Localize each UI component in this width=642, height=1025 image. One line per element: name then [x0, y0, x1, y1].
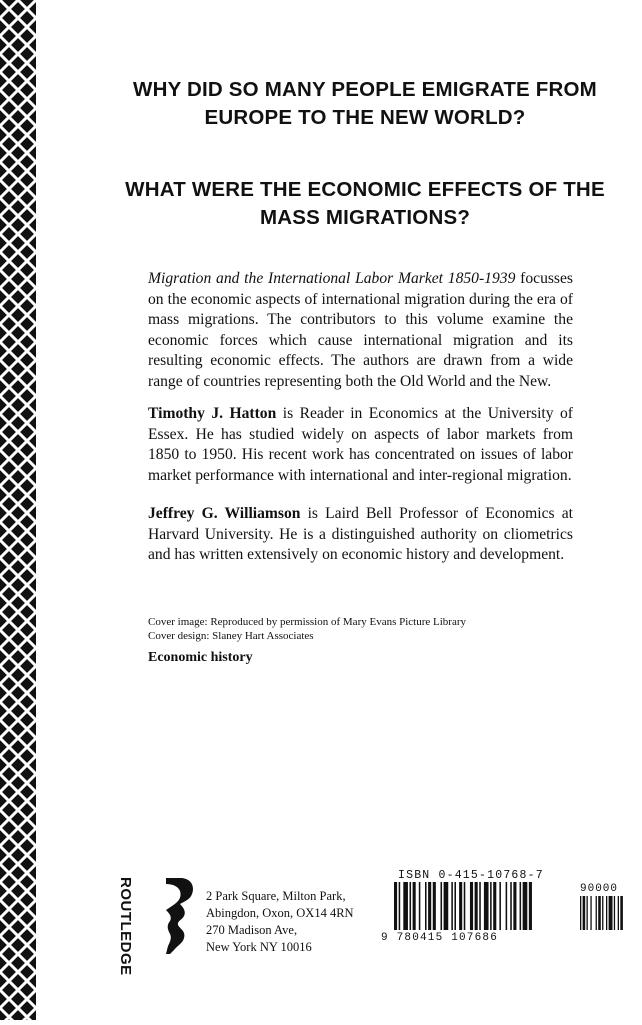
author-bio: is Reader in Economics at the University of Essex. He has studied widely on aspects of labor markets from 1850 to 1950. His recent work has concentrated on issues of labor market performance with international and inter-regional migration.: [148, 405, 573, 484]
isbn-label: ISBN 0-415-10768-7: [398, 869, 544, 882]
headline-question-1: WHY DID SO MANY PEOPLE EMIGRATE FROM EUROPE TO THE NEW WORLD?: [133, 78, 597, 129]
ean-digits: 9 780415 107686: [381, 932, 499, 944]
cover-image-credit: Cover image: Reproduced by permission of Mary Evans Picture Library: [148, 616, 467, 628]
book-description: [148, 269, 573, 392]
author-name: Timothy J. Hatton: [148, 405, 277, 422]
lattice-border-icon: [0, 0, 36, 1020]
author-bio-hatton: [148, 404, 573, 486]
address-line: New York NY 10016: [206, 940, 312, 954]
headline-question-2: WHAT WERE THE ECONOMIC EFFECTS OF THE MASS MIGRATIONS?: [125, 178, 605, 229]
description-text: focusses on the economic aspects of international migration during the era of mass migrations. The contributors to this volume examine the economic forces which cause international migration and its resulting economic effects. The authors are drawn from a wide range of countries representing both the Old World and the New.: [148, 270, 573, 390]
author-bio-williamson: [148, 504, 573, 566]
cover-design-credit: Cover design: Slaney Hart Associates: [148, 630, 314, 642]
address-line: 270 Madison Ave,: [206, 923, 298, 937]
price-code: 90000: [580, 883, 619, 895]
publisher-name: ROUTLEDGE: [117, 877, 134, 976]
author-name: Jeffrey G. Williamson: [148, 505, 301, 522]
routledge-logo-icon: [162, 876, 196, 961]
barcode-icon: [394, 882, 626, 934]
address-line: 2 Park Square, Milton Park,: [206, 889, 346, 903]
book-title: Migration and the International Labor Market 1850-1939: [148, 270, 516, 287]
address-line: Abingdon, Oxon, OX14 4RN: [206, 906, 354, 920]
subject-category: Economic history: [148, 650, 253, 665]
author-bio: is Laird Bell Professor of Economics at Harvard University. He is a distinguished authority on cliometrics and has written extensively on economic history and development.: [148, 505, 573, 563]
